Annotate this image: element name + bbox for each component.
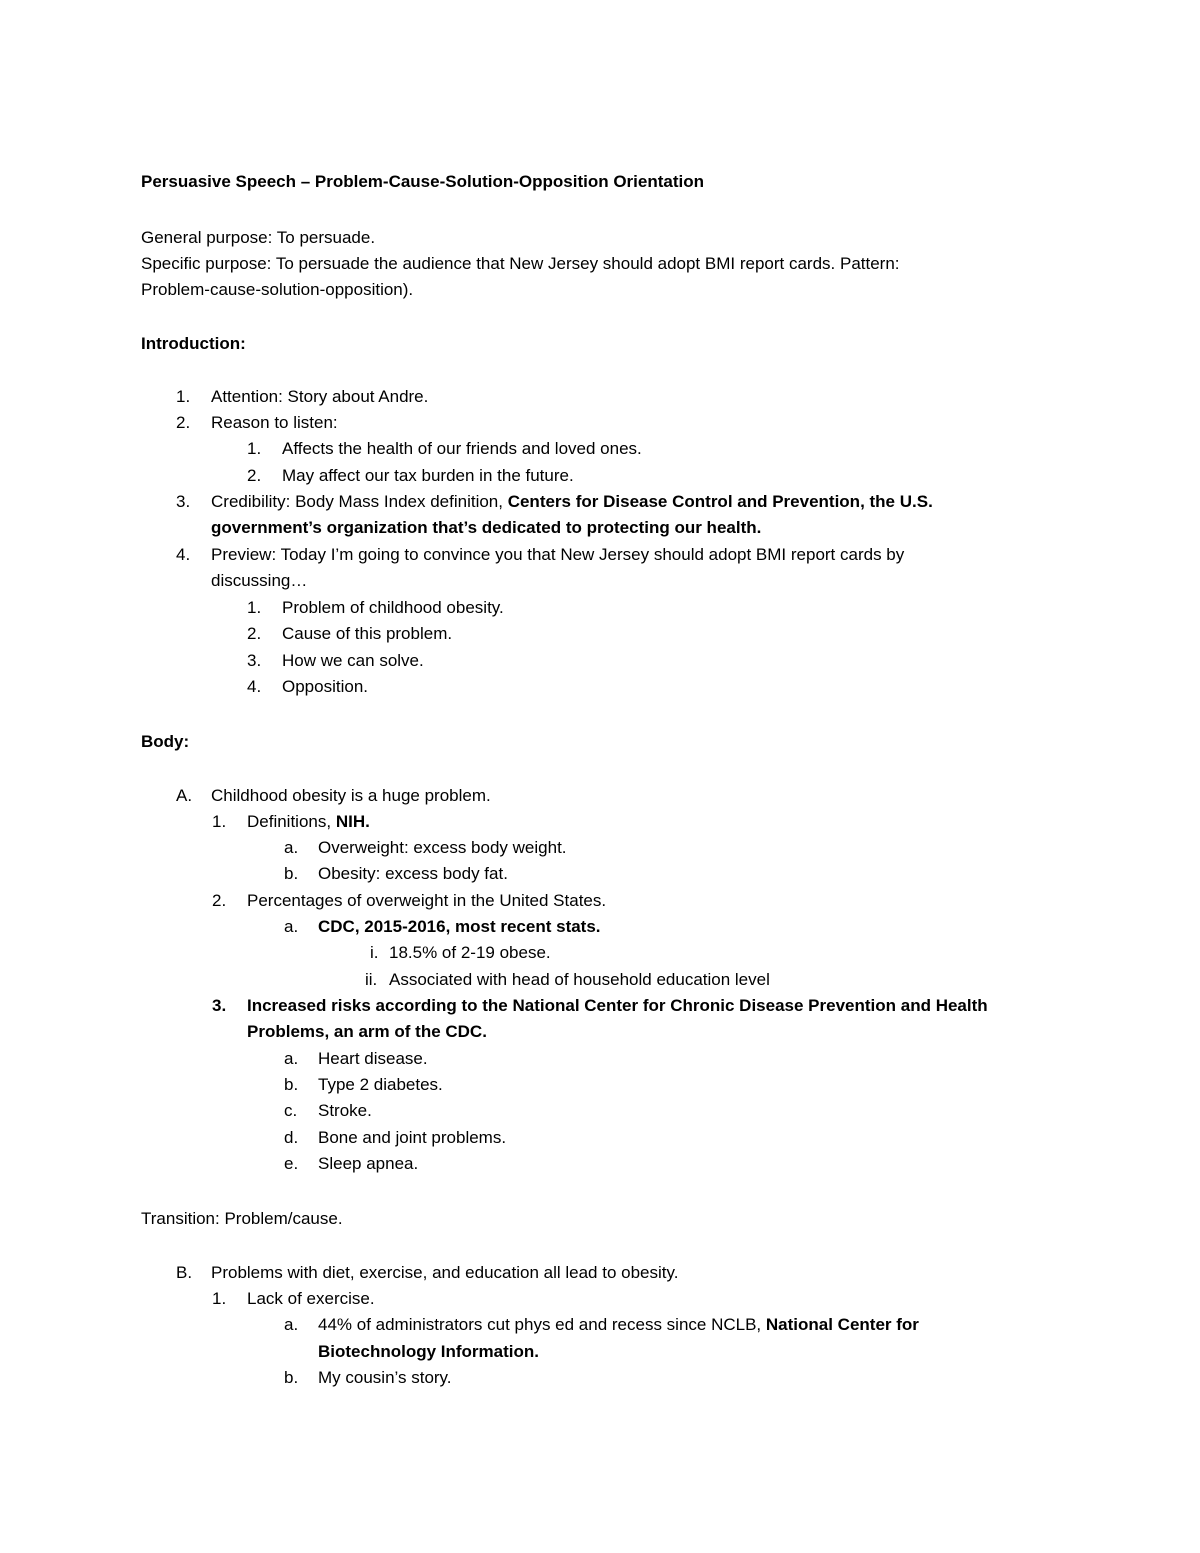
- list-marker: A.: [176, 786, 193, 805]
- list-item-continuation: Problems, an arm of the CDC.: [247, 1022, 487, 1041]
- list-item: Childhood obesity is a huge problem.: [211, 786, 491, 805]
- specific-purpose-line2: Problem-cause-solution-opposition).: [141, 280, 414, 299]
- list-item: Sleep apnea.: [318, 1154, 419, 1173]
- list-marker: ii.: [365, 970, 378, 989]
- list-marker: 3.: [247, 651, 262, 670]
- list-item: Type 2 diabetes.: [318, 1075, 443, 1094]
- list-item-continuation: discussing…: [211, 571, 308, 590]
- list-marker: 4.: [176, 545, 191, 564]
- body-heading: Body:: [141, 732, 190, 751]
- list-marker: 2.: [176, 413, 191, 432]
- list-item: Bone and joint problems.: [318, 1128, 507, 1147]
- list-marker: a.: [284, 917, 299, 936]
- list-item: Lack of exercise.: [247, 1289, 375, 1308]
- list-marker: 2.: [212, 891, 227, 910]
- list-item-continuation: government’s organization that’s dedicated to protecting our health.: [211, 518, 762, 537]
- list-marker: 2.: [247, 466, 262, 485]
- list-marker: a.: [284, 838, 299, 857]
- list-marker: 1.: [212, 1289, 227, 1308]
- ncbl-text: 44% of administrators cut phys ed and recess since NCLB,: [318, 1315, 766, 1334]
- list-marker: 1.: [212, 812, 227, 831]
- list-marker: 1.: [247, 439, 262, 458]
- list-marker: 1.: [176, 387, 191, 406]
- transition-text: Transition: Problem/cause.: [141, 1209, 343, 1228]
- specific-purpose-line1: Specific purpose: To persuade the audience that New Jersey should adopt BMI report cards. Pattern:: [141, 254, 900, 273]
- list-item: Preview: Today I’m going to convince you that New Jersey should adopt BMI report cards by: [211, 545, 905, 564]
- ncbl-source: National Center for: [765, 1315, 919, 1334]
- list-item: CDC, 2015-2016, most recent stats.: [318, 917, 601, 936]
- list-marker: 3.: [176, 492, 191, 511]
- list-item: Cause of this problem.: [282, 624, 453, 643]
- list-item: Overweight: excess body weight.: [318, 838, 567, 857]
- list-marker: B.: [176, 1263, 193, 1282]
- credibility-text: Credibility: Body Mass Index definition,: [211, 492, 508, 511]
- list-marker: b.: [284, 1075, 299, 1094]
- list-item: Opposition.: [282, 677, 368, 696]
- list-item: Obesity: excess body fat.: [318, 864, 508, 883]
- list-item: My cousin’s story.: [318, 1368, 452, 1387]
- list-item: Associated with head of household education level: [389, 970, 770, 989]
- list-marker: d.: [284, 1128, 299, 1147]
- list-item: [247, 809, 370, 835]
- list-item-continuation: Biotechnology Information.: [318, 1342, 539, 1361]
- list-item: Increased risks according to the National Center for Chronic Disease Prevention and Health: [247, 996, 988, 1015]
- list-marker: 1.: [247, 598, 262, 617]
- list-item: Stroke.: [318, 1101, 372, 1120]
- list-item: Percentages of overweight in the United States.: [247, 891, 607, 910]
- document-title: Persuasive Speech – Problem-Cause-Solution-Opposition Orientation: [141, 172, 704, 191]
- definitions-text: Definitions,: [247, 812, 336, 831]
- list-marker: e.: [284, 1154, 299, 1173]
- list-item: Reason to listen:: [211, 413, 338, 432]
- list-item: Problems with diet, exercise, and education all lead to obesity.: [211, 1263, 679, 1282]
- list-marker: a.: [284, 1315, 299, 1334]
- list-item: [211, 489, 933, 515]
- list-marker: 4.: [247, 677, 262, 696]
- list-marker: c.: [284, 1101, 298, 1120]
- definitions-source: NIH.: [335, 812, 370, 831]
- general-purpose: General purpose: To persuade.: [141, 228, 376, 247]
- list-item: 18.5% of 2-19 obese.: [389, 943, 551, 962]
- list-marker: 2.: [247, 624, 262, 643]
- list-item: [318, 1312, 919, 1338]
- list-marker: i.: [370, 943, 379, 962]
- introduction-heading: Introduction:: [141, 334, 246, 353]
- list-item: Heart disease.: [318, 1049, 428, 1068]
- list-item: Affects the health of our friends and loved ones.: [282, 439, 642, 458]
- list-marker: a.: [284, 1049, 299, 1068]
- list-item: May affect our tax burden in the future.: [282, 466, 574, 485]
- list-item: Problem of childhood obesity.: [282, 598, 504, 617]
- list-marker: b.: [284, 864, 299, 883]
- list-marker: 3.: [212, 996, 227, 1015]
- list-item: Attention: Story about Andre.: [211, 387, 429, 406]
- list-item: How we can solve.: [282, 651, 424, 670]
- list-marker: b.: [284, 1368, 299, 1387]
- credibility-source: Centers for Disease Control and Prevention, the U.S.: [507, 492, 933, 511]
